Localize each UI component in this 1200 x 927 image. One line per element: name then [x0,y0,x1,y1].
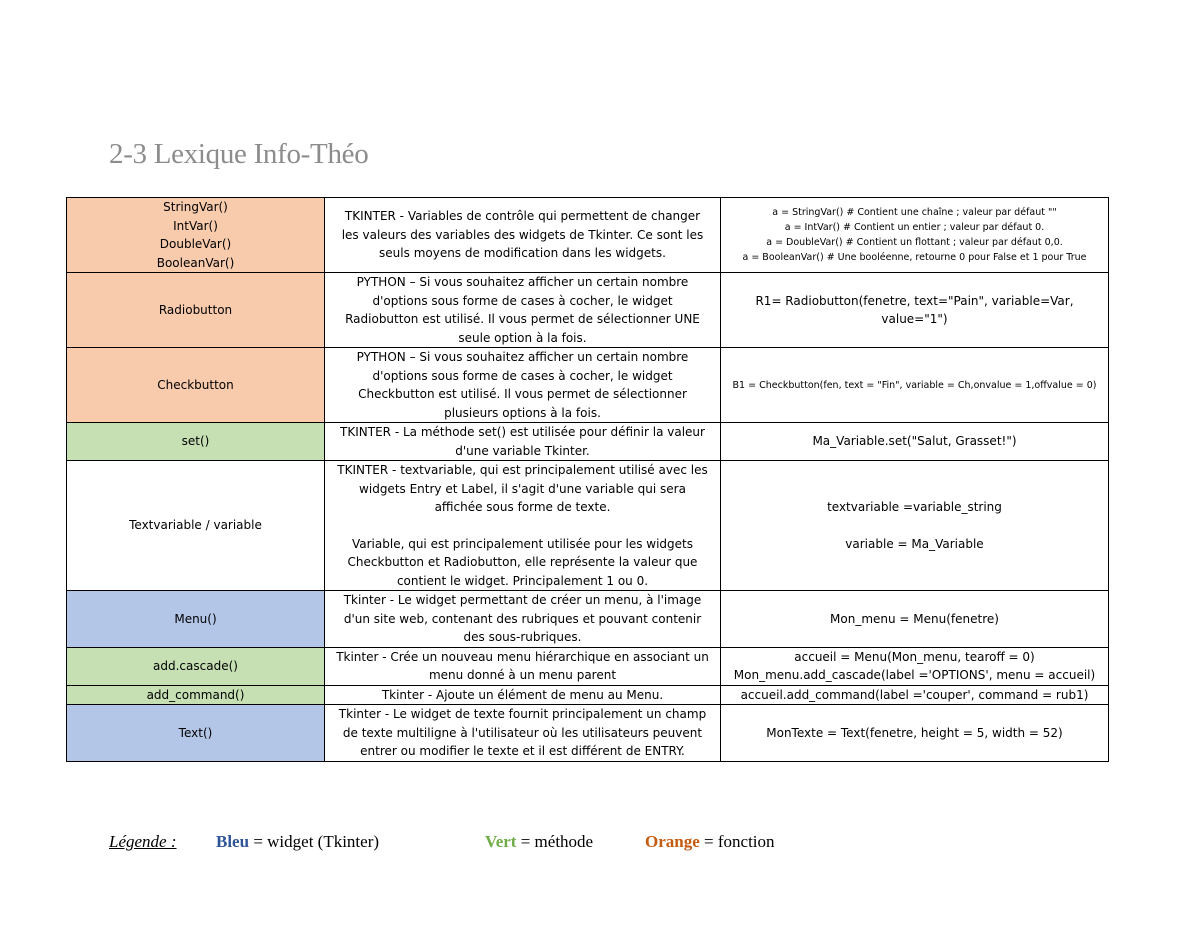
description-cell [325,647,721,685]
example-cell-line: B1 = Checkbutton(fen, text = "Fin", variable = Ch,onvalue = 1,offvalue = 0) [732,379,1097,391]
example-cell-line: accueil.add_command(label ='couper', command = rub1) [740,687,1089,702]
description-cell-line: les valeurs des variables des widgets de Tkinter. Ce sont les [341,227,704,242]
example-cell [721,273,1109,348]
term-cell-line: Radiobutton [158,302,233,317]
example-cell-line: a = DoubleVar() # Contient un flottant ; valeur par défaut 0,0. [766,237,1063,248]
table-row [67,591,1109,648]
legend-green-word: Vert [485,832,517,851]
example-cell-line: variable = Ma_Variable [845,536,984,551]
legend-green [485,832,593,852]
term-cell [67,461,325,591]
term-cell [67,685,325,705]
description-cell-line: Tkinter - Ajoute un élément de menu au Menu. [381,687,664,702]
legend-orange-word: Orange [645,832,700,851]
example-cell-line: Mon_menu = Menu(fenetre) [830,611,999,626]
term-cell-line: DoubleVar() [159,237,232,251]
description-cell-line: Variable, qui est principalement utilisée pour les widgets [351,536,693,551]
description-cell-line: Radiobutton est utilisé. Il vous permet de sélectionner UNE [345,312,700,326]
description-cell [325,348,721,423]
description-cell-line: Tkinter - Le widget de texte fournit principalement un champ [338,707,707,721]
legend-blue-text: = widget (Tkinter) [249,832,380,851]
table-row [67,685,1109,705]
lexicon-table [66,197,1109,762]
description-cell [325,198,721,273]
page-title: 2-3 Lexique Info-Théo [109,138,369,170]
legend-green-text: = méthode [516,832,594,851]
term-cell-line: Text() [178,725,213,740]
legend-blue-word: Bleu [216,832,250,851]
term-cell-line: Menu() [174,611,217,626]
example-cell-line: R1= Radiobutton(fenetre, text="Pain", variable=Var, value="1") [755,293,1074,326]
term-cell-line: BooleanVar() [156,255,235,270]
term-cell [67,423,325,461]
term-cell-line: Textvariable / variable [129,518,262,533]
description-cell [325,705,721,762]
example-cell-line [725,517,1104,535]
term-cell [67,591,325,648]
description-cell-line: TKINTER - Variables de contrôle qui permettent de changer [344,209,701,224]
example-cell [721,461,1109,591]
table-row [67,647,1109,685]
term-cell-line: StringVar() [163,200,228,214]
example-cell [721,705,1109,762]
table-row [67,461,1109,591]
description-cell-line: TKINTER - textvariable, qui est principalement utilisé avec les [337,463,708,477]
description-cell-line: widgets Entry et Label, il s'agit d'une variable qui sera [359,481,686,496]
legend-blue [216,832,379,852]
table-row [67,348,1109,423]
description-cell-line [329,517,716,535]
description-cell-line: d'options sous forme de cases à cocher, le widget [372,368,673,383]
description-cell-line: contient le widget. Principalement 1 ou 0. [396,573,649,588]
example-cell [721,198,1109,273]
example-cell [721,423,1109,461]
description-cell [325,423,721,461]
table-row [67,198,1109,273]
description-cell-line: affichée sous forme de texte. [434,500,611,514]
description-cell [325,461,721,591]
description-cell-line: seuls moyens de modification dans les widgets. [379,246,666,261]
term-cell [67,348,325,423]
description-cell-line: Tkinter - Crée un nouveau menu hiérarchique en associant un [336,649,709,664]
description-cell-line: TKINTER - La méthode set() est utilisée pour définir la valeur [340,425,705,439]
description-cell-line: plusieurs options à la fois. [444,405,601,420]
legend-label: Légende : [109,832,177,851]
term-cell [67,198,325,273]
description-cell-line: PYTHON – Si vous souhaitez afficher un certain nombre [356,275,689,289]
example-cell [721,348,1109,423]
description-cell-line: de texte multiligne à l'utilisateur où les utilisateurs peuvent [342,725,703,740]
example-cell [721,685,1109,705]
description-cell-line: Tkinter - Le widget permettant de créer un menu, à l'image [343,593,702,607]
description-cell-line: d'un site web, contenant des rubriques et pouvant contenir [343,611,702,626]
example-cell-line: textvariable =variable_string [827,500,1002,514]
term-cell [67,273,325,348]
table-row [67,705,1109,762]
term-cell [67,705,325,762]
description-cell-line: PYTHON – Si vous souhaitez afficher un certain nombre [356,350,689,364]
example-cell [721,591,1109,648]
term-cell-line: set() [181,434,210,449]
example-cell-line: a = IntVar() # Contient un entier ; valeur par défaut 0. [784,222,1045,233]
table-row [67,423,1109,461]
example-cell-line: Mon_menu.add_cascade(label ='OPTIONS', menu = accueil) [733,668,1096,682]
description-cell [325,685,721,705]
example-cell-line: a = BooleanVar() # Une booléenne, retourne 0 pour False et 1 pour True [742,252,1087,263]
description-cell-line: des sous-rubriques. [463,630,582,644]
description-cell-line: Checkbutton est utilisé. Il vous permet de sélectionner [358,387,687,401]
legend-orange-text: = fonction [699,832,775,851]
description-cell-line: seule option à la fois. [458,330,587,345]
example-cell [721,647,1109,685]
description-cell-line: d'options sous forme de cases à cocher, le widget [372,293,673,308]
example-cell-line: accueil = Menu(Mon_menu, tearoff = 0) [794,649,1035,664]
description-cell [325,273,721,348]
legend-orange [645,832,775,852]
description-cell-line: d'une variable Tkinter. [455,443,590,458]
description-cell-line: entrer ou modifier le texte et il est différent de ENTRY. [360,744,685,758]
term-cell-line: IntVar() [173,218,218,233]
example-cell-line: a = StringVar() # Contient une chaîne ; valeur par défaut "" [772,207,1057,218]
description-cell-line: Checkbutton et Radiobutton, elle représente la valeur que [347,555,698,569]
term-cell [67,647,325,685]
example-cell-line: Ma_Variable.set("Salut, Grasset!") [812,434,1017,449]
example-cell-line: MonTexte = Text(fenetre, height = 5, width = 52) [766,725,1063,740]
table-row [67,273,1109,348]
term-cell-line: Checkbutton [157,377,234,392]
description-cell-line: menu donné à un menu parent [428,668,617,682]
term-cell-line: add.cascade() [153,658,238,673]
description-cell [325,591,721,648]
term-cell-line: add_command() [146,687,245,702]
